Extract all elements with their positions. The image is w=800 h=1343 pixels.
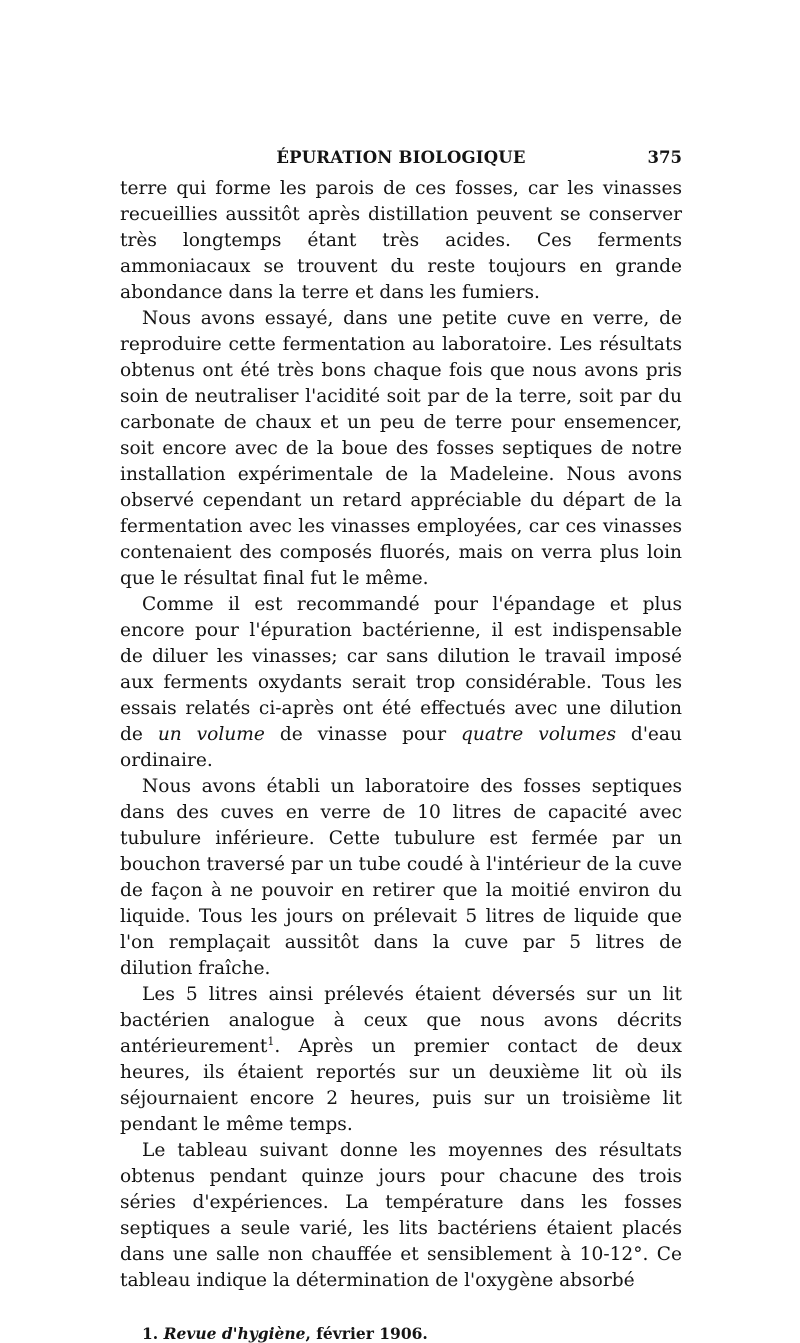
footnote-number: 1. xyxy=(142,1324,159,1343)
paragraph-5 xyxy=(120,982,682,1138)
paragraph-3 xyxy=(120,592,682,774)
footnote-rest: , février 1906. xyxy=(305,1324,428,1343)
footnote xyxy=(120,1324,682,1343)
paragraph-6: Le tableau suivant donne les moyennes des résultats obtenus pendant quinze jours pour chacune des trois séries d'expériences. La température dans les fosses septiques a seule varié, les lits bactériens étaient placés dans une salle non chauffée et sensiblement à 10-12°. Ce tableau indique la détermination de l'oxygène absorbé xyxy=(120,1140,682,1291)
footnote-marker: 1 xyxy=(267,1034,275,1048)
running-head xyxy=(120,148,682,176)
paragraph-1: terre qui forme les parois de ces fosses, car les vinasses recueillies aussitôt après distillation peuvent se conserver très longtemps étant très acides. Ces ferments ammoniacaux se trouvent du reste toujours en grande abondance dans la terre et dans les fumiers. xyxy=(120,178,682,303)
paragraph-5-text-a: Les 5 litres ainsi prélevés étaient déversés sur un lit bactérien analogue à ceux que nous avons décrits antérieurement xyxy=(120,984,682,1057)
book-page xyxy=(120,148,682,1343)
footnote-source: Revue d'hygiène xyxy=(163,1324,306,1343)
emphasis-un-volume: un volume xyxy=(157,724,265,745)
paragraph-3-text-b: de vinasse pour xyxy=(264,724,461,745)
page-number: 375 xyxy=(647,148,682,167)
running-title: ÉPURATION BIOLOGIQUE xyxy=(276,148,526,167)
paragraph-3-text-c: d'eau ordinaire. xyxy=(120,724,682,771)
body-text xyxy=(120,176,682,1294)
paragraph-4: Nous avons établi un laboratoire des fosses septiques dans des cuves en verre de 10 litres de capacité avec tubulure inférieure. Cette tubulure est fermée par un bouchon traversé par un tube coudé à l'intérieur de la cuve de façon à ne pouvoir en retirer que la moitié environ du liquide. Tous les jours on prélevait 5 litres de liquide que l'on remplaçait aussitôt dans la cuve par 5 litres de dilution fraîche. xyxy=(120,776,682,979)
paragraph-3-text-a: Comme il est recommandé pour l'épandage et plus encore pour l'épuration bactérienne, il est indispensable de diluer les vinasses; car sans dilution le travail imposé aux ferments oxydants serait trop considérable. Tous les essais relatés ci-après ont été effectués avec une dilution de xyxy=(120,594,682,745)
paragraph-2: Nous avons essayé, dans une petite cuve en verre, de reproduire cette fermentation au laboratoire. Les résultats obtenus ont été très bons chaque fois que nous avons pris soin de neutraliser l'acidité soit par de la terre, soit par du carbonate de chaux et un peu de terre pour ensemencer, soit encore avec de la boue des fosses septiques de notre installation expérimentale de la Madeleine. Nous avons observé cependant un retard appréciable du départ de la fermentation avec les vinasses employées, car ces vinasses contenaient des composés fluorés, mais on verra plus loin que le résultat final fut le même. xyxy=(120,308,682,589)
emphasis-quatre-volumes: quatre volumes xyxy=(460,724,617,745)
paragraph-5-text-b: . Après un premier contact de deux heures, ils étaient reportés sur un deuxième lit où ils séjournaient encore 2 heures, puis sur un troisième lit pendant le même temps. xyxy=(120,1036,682,1135)
